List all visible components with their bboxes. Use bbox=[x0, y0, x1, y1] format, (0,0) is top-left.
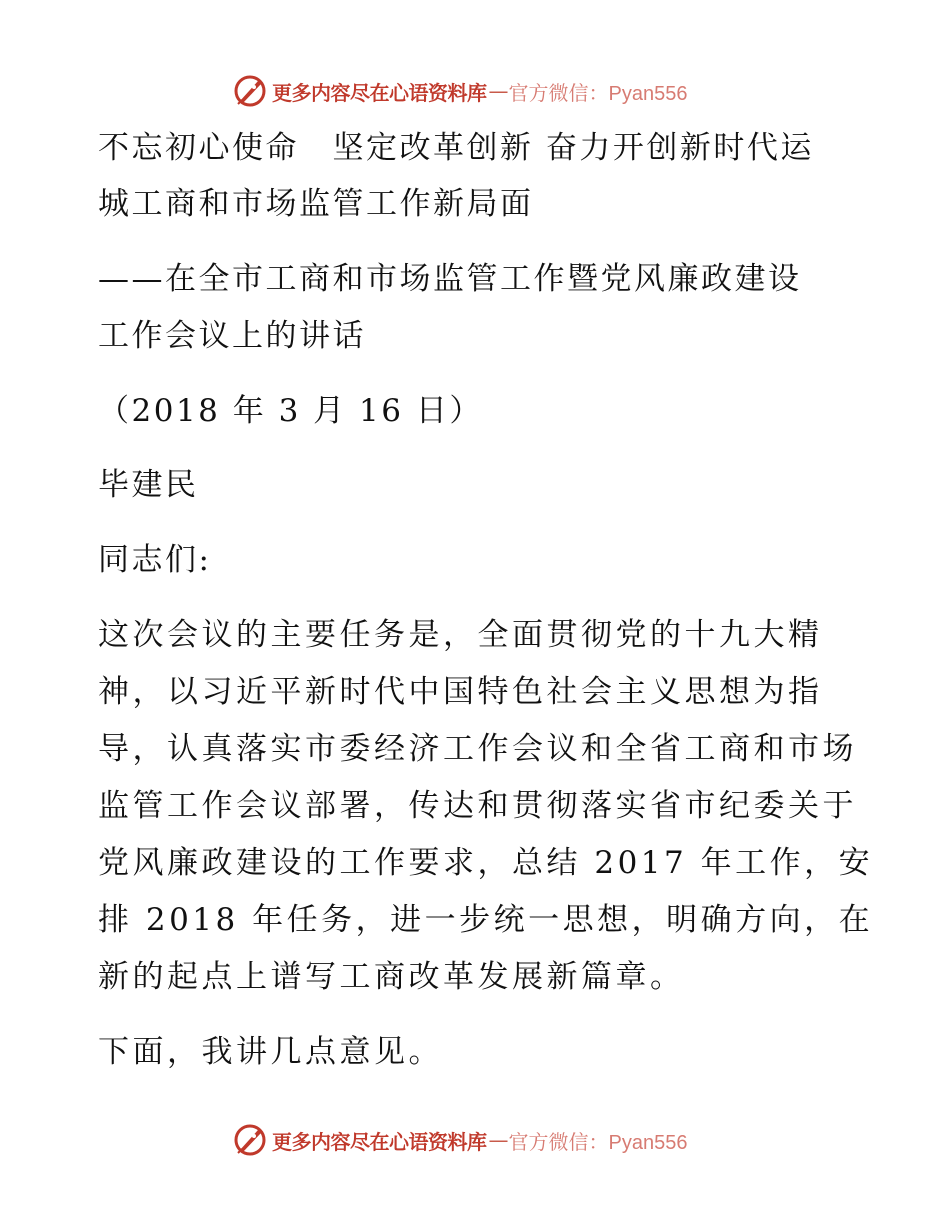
quill-logo-icon bbox=[232, 1122, 268, 1158]
watermark-wechat: 官方微信：Pyan556 bbox=[508, 1131, 688, 1154]
paragraph-line-1: 这次会议的主要任务是，全面贯彻党的十九大精 bbox=[98, 617, 823, 653]
paragraph-line-4: 监管工作会议部署，传达和贯彻落实省市纪委关于 bbox=[98, 788, 857, 824]
speech-date: （2018 年 3 月 16 日） bbox=[98, 393, 483, 429]
paragraph-line-2: 神，以习近平新时代中国特色社会主义思想为指 bbox=[98, 674, 823, 710]
watermark-separator: — bbox=[488, 1128, 509, 1152]
title-line-2: 城工商和市场监管工作新局面 bbox=[98, 186, 534, 222]
watermark-brand: 更多内容尽在心语资料库 bbox=[272, 80, 487, 105]
salutation: 同志们: bbox=[98, 542, 212, 578]
paragraph-line-3: 导，认真落实市委经济工作会议和全省工商和市场 bbox=[98, 731, 857, 767]
subtitle-line-2: 工作会议上的讲话 bbox=[98, 318, 366, 354]
watermark-wechat: 官方微信：Pyan556 bbox=[508, 82, 688, 105]
watermark-banner-bottom bbox=[232, 1122, 687, 1158]
paragraph-line-7: 新的起点上谱写工商改革发展新篇章。 bbox=[98, 959, 685, 995]
quill-logo-icon bbox=[232, 73, 268, 109]
paragraph-line-6: 排 2018 年任务，进一步统一思想，明确方向，在 bbox=[98, 902, 874, 938]
author-name: 毕建民 bbox=[98, 467, 199, 503]
title-line-1: 不忘初心使命 坚定改革创新 奋力开创新时代运 bbox=[98, 130, 814, 166]
watermark-brand: 更多内容尽在心语资料库 bbox=[272, 1129, 487, 1154]
watermark-banner-top bbox=[232, 73, 687, 109]
watermark-separator: — bbox=[488, 79, 509, 103]
subtitle-line-1: ——在全市工商和市场监管工作暨党风廉政建设 bbox=[98, 261, 802, 297]
paragraph-line-5: 党风廉政建设的工作要求，总结 2017 年工作，安 bbox=[98, 845, 874, 881]
closing-line: 下面，我讲几点意见。 bbox=[98, 1034, 443, 1070]
